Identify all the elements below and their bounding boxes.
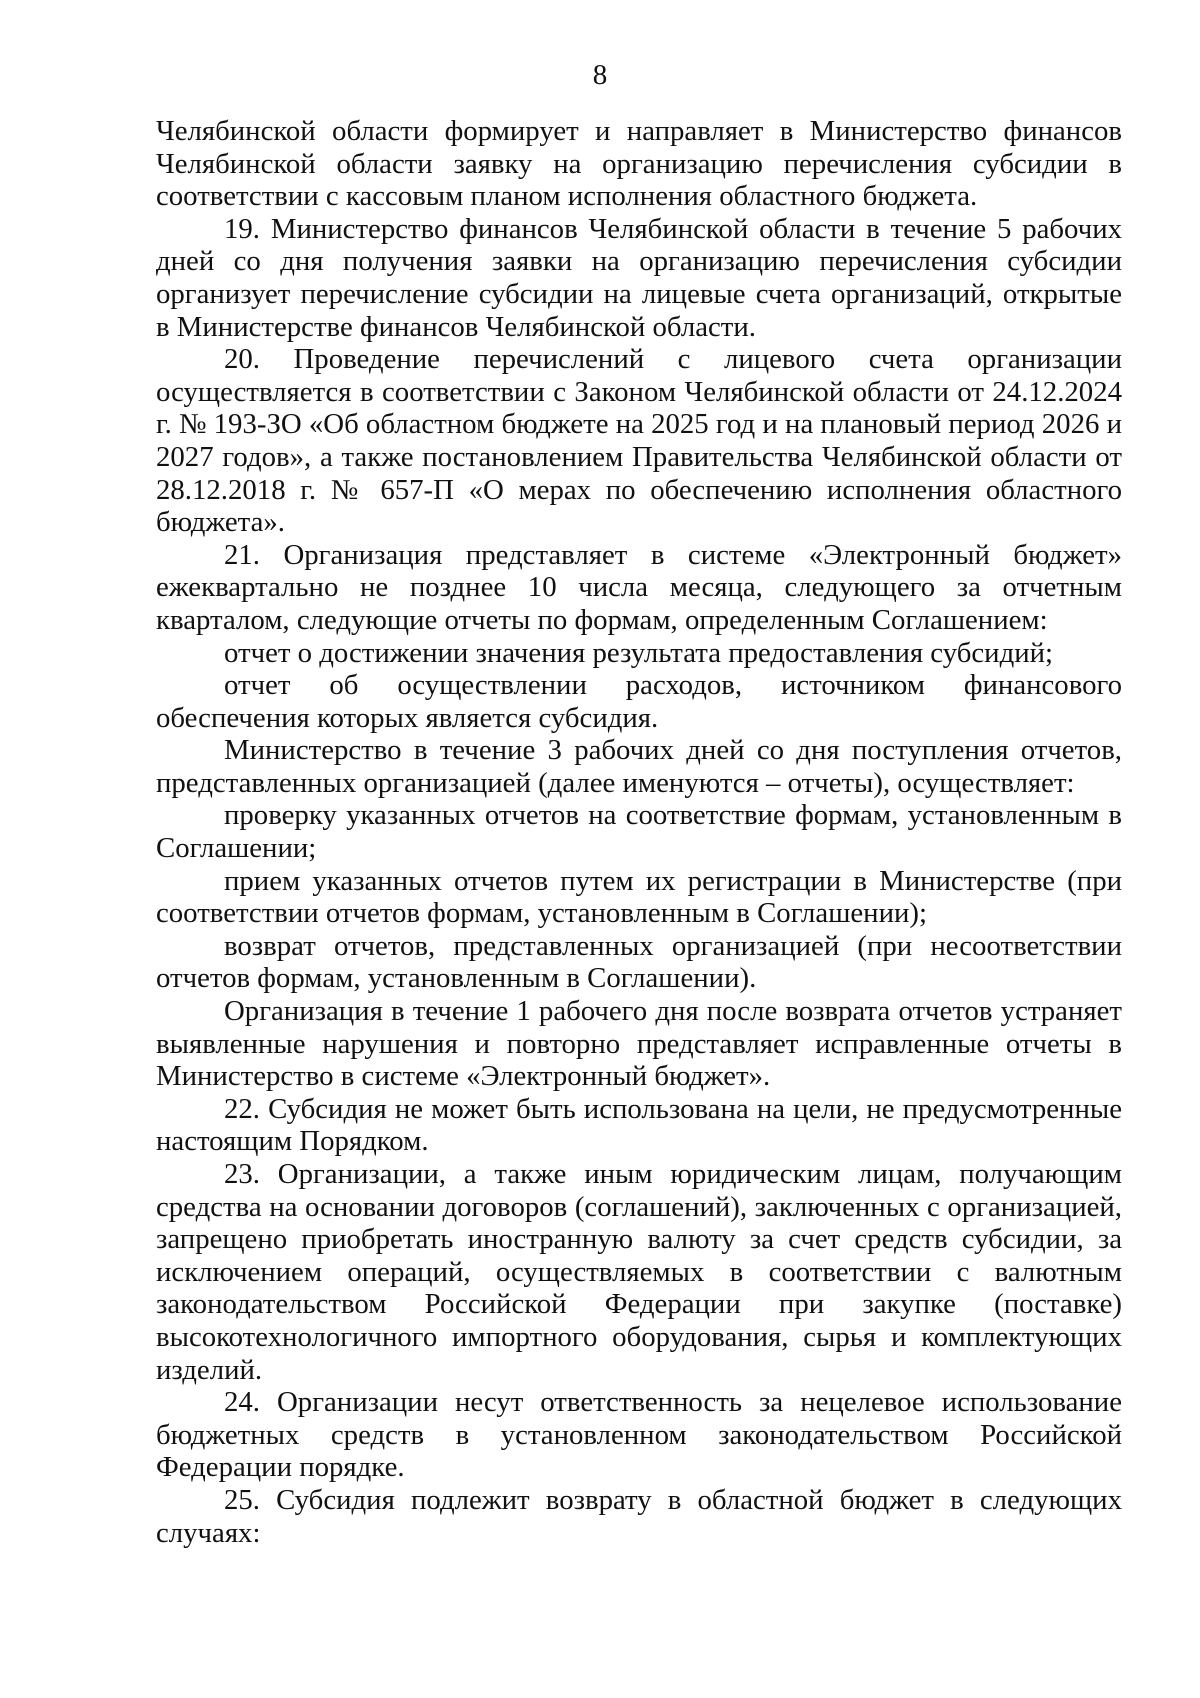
paragraph-21-report-result: отчет о достижении значения результата предоставления субсидий; xyxy=(224,636,1054,669)
paragraph-24: 24. Организации несут ответственность за нецелевое использование бюджетных средств в установленном законодательством Российской Федерации порядке. xyxy=(156,1386,1122,1484)
document-body xyxy=(156,115,1122,1549)
paragraph-20: 20. Проведение перечислений с лицевого счета организации осуществляется в соответствии с Законом Челябинской области от 24.12.2024 г. № 193-ЗО «Об областном бюджете на 2025 год и на плановый период 2026 и 2027 годов», а также постановлением Правительства Челябинской области от 28.12.2018 г. № 657-П «О мерах по обеспечению исполнения областного бюджета». xyxy=(156,343,1122,539)
paragraph-23: 23. Организации, а также иным юридическим лицам, получающим средства на основании договоров (соглашений), заключенных с организацией, запрещено приобретать иностранную валюту за счет средств субсидии, за исключением операций, осуществляемых в соответствии с валютным законодательством Российской Федерации при закупке (поставке) высокотехнологичного импортного оборудования, сырья и комплектующих изделий. xyxy=(156,1158,1122,1386)
paragraph-25: 25. Субсидия подлежит возврату в областной бюджет в следующих случаях: xyxy=(156,1483,1122,1549)
paragraph-21-check: проверку указанных отчетов на соответствие формам, установленным в Соглашении; xyxy=(156,799,1122,865)
paragraph-21-accept: прием указанных отчетов путем их регистрации в Министерстве (при соответствии отчетов формам, установленным в Соглашении); xyxy=(156,864,1122,930)
paragraph-22: 22. Субсидия не может быть использована на цели, не предусмотренные настоящим Порядком. xyxy=(156,1092,1122,1158)
paragraph-21-correction: Организация в течение 1 рабочего дня после возврата отчетов устраняет выявленные нарушения и повторно представляет исправленные отчеты в Министерство в системе «Электронный бюджет». xyxy=(156,995,1122,1093)
paragraph-21-return: возврат отчетов, представленных организацией (при несоответствии отчетов формам, установленным в Соглашении). xyxy=(156,929,1122,995)
page-number: 8 xyxy=(592,59,608,91)
paragraph-19: 19. Министерство финансов Челябинской области в течение 5 рабочих дней со дня получения заявки на организацию перечисления субсидии организует перечисление субсидии на лицевые счета организаций, открытые в Министерстве финансов Челябинской области. xyxy=(156,212,1122,343)
paragraph-21-ministry-review: Министерство в течение 3 рабочих дней со дня поступления отчетов, представленных организацией (далее именуются – отчеты), осуществляет: xyxy=(156,734,1122,799)
paragraph-continuation: Челябинской области формирует и направляет в Министерство финансов Челябинской области заявку на организацию перечисления субсидии в соответствии с кассовым планом исполнения областного бюджета. xyxy=(156,115,1122,213)
paragraph-21-report-expenses: отчет об осуществлении расходов, источником финансового обеспечения которых является субсидия. xyxy=(156,669,1122,734)
paragraph-21: 21. Организация представляет в системе «Электронный бюджет» ежеквартально не позднее 10 числа месяца, следующего за отчетным кварталом, следующие отчеты по формам, определенным Соглашением: xyxy=(156,538,1122,636)
